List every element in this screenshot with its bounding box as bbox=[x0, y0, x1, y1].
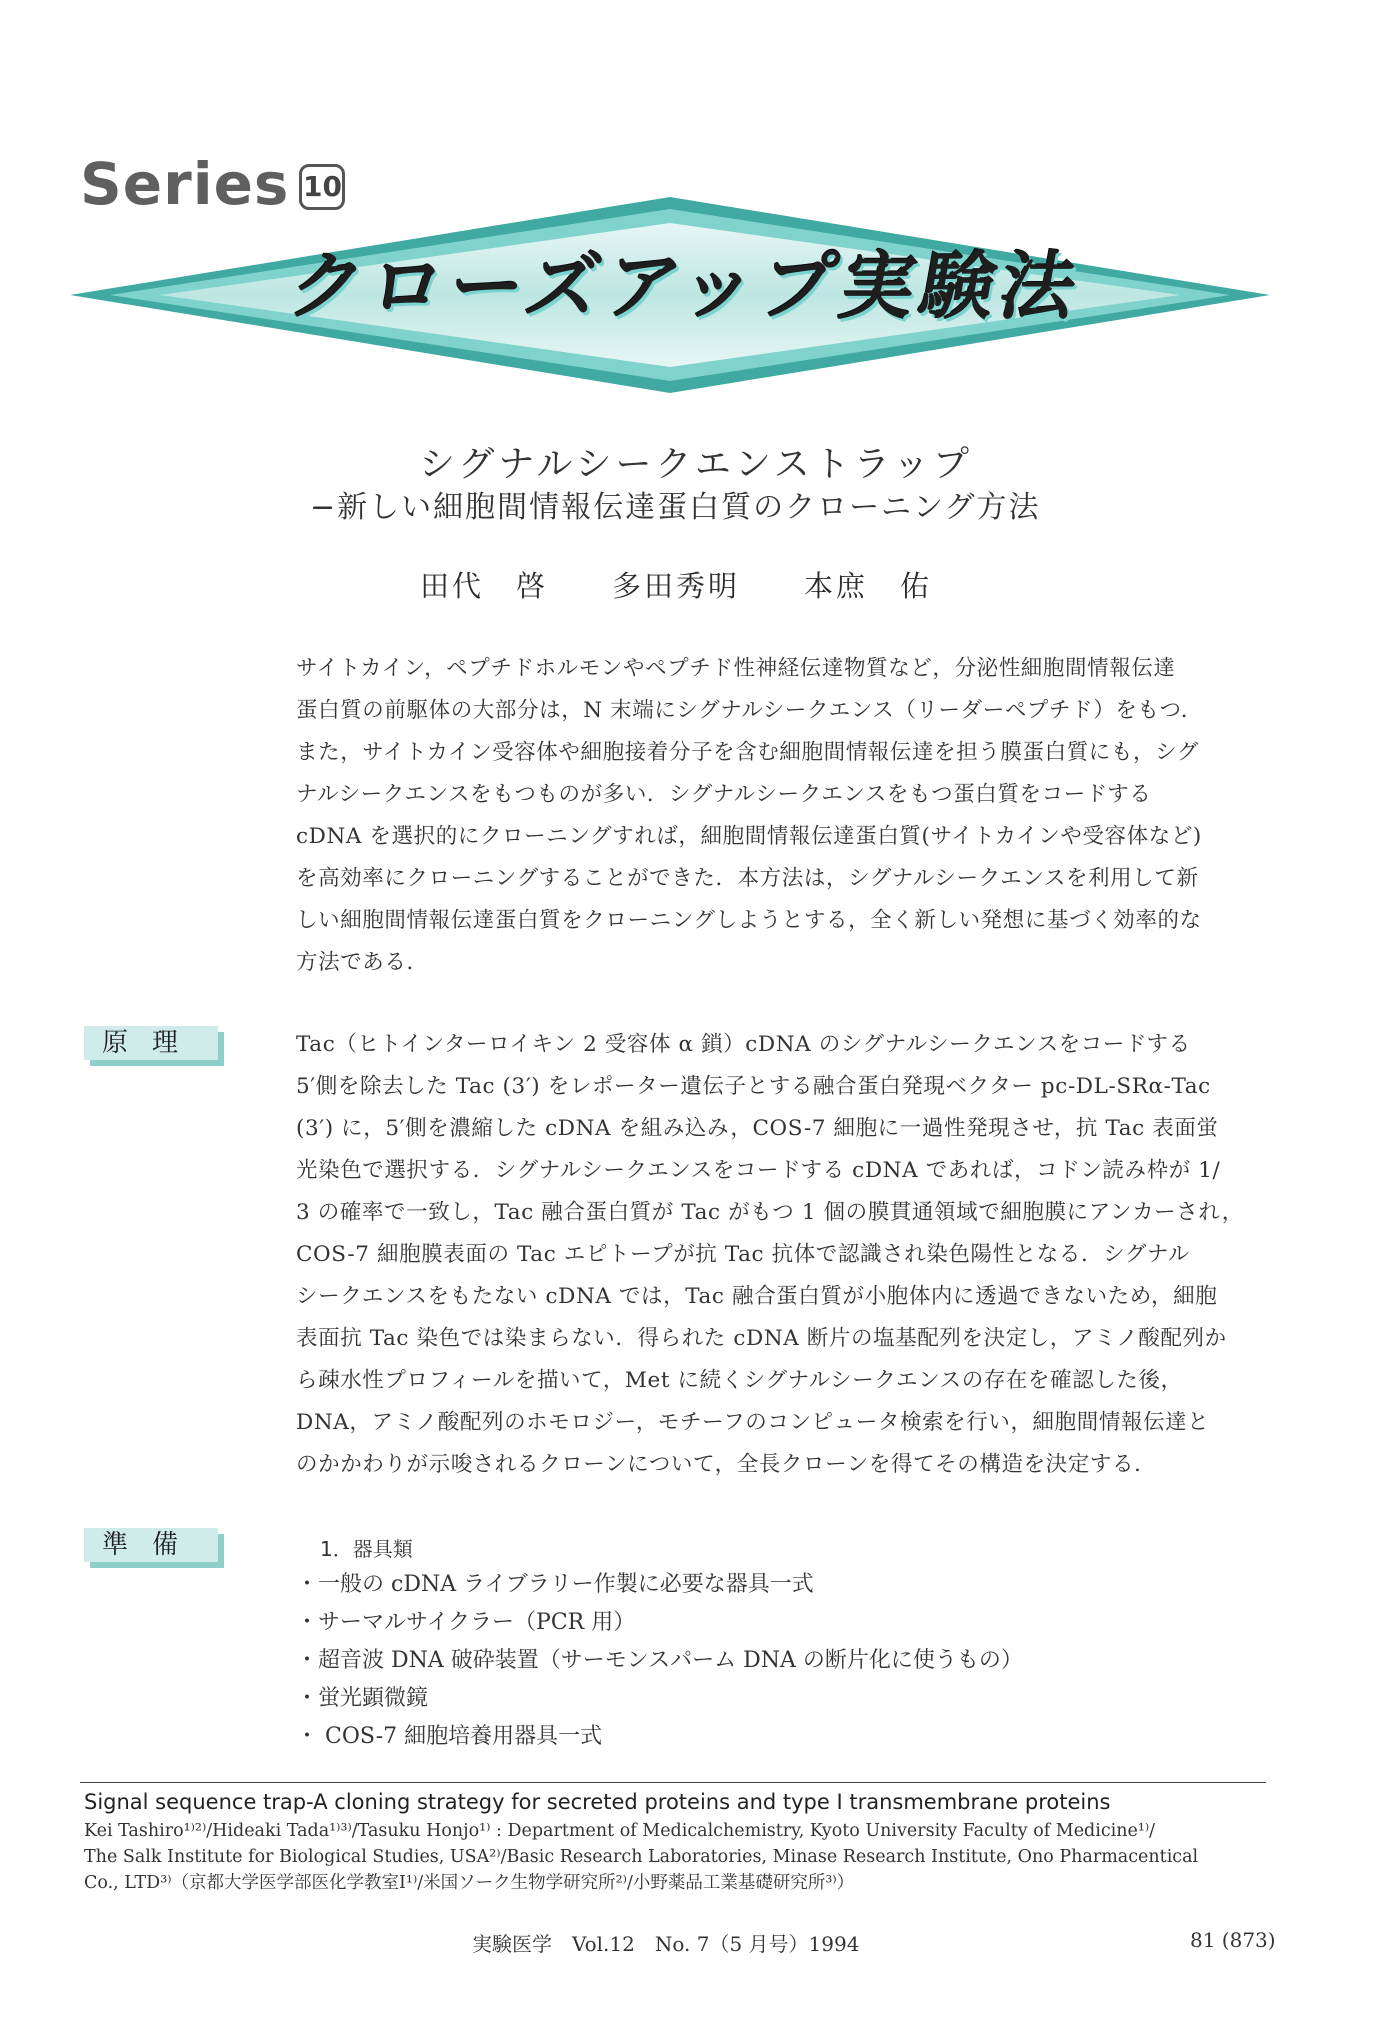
series-number: 10 bbox=[299, 164, 345, 210]
author: 本庶 佑 bbox=[804, 569, 933, 603]
principle-line: 光染色で選択する．シグナルシークエンスをコードする cDNA であれば，コドン読み枠が 1/ bbox=[296, 1158, 1221, 1183]
abstract-line: しい細胞間情報伝達蛋白質をクローニングしようとする，全く新しい発想に基づく効率的な bbox=[296, 908, 1202, 933]
abstract-line: ナルシークエンスをもつものが多い．シグナルシークエンスをもつ蛋白質をコードする bbox=[296, 782, 1152, 807]
affiliation-line: Kei Tashiro¹⁾²⁾/Hideaki Tada¹⁾³⁾/Tasuku Honjo¹⁾ : Department of Medicalchemistry, Kyoto University Faculty of Medicine¹⁾/ bbox=[84, 1821, 1156, 1841]
principle-line: DNA，アミノ酸配列のホモロジー，モチーフのコンピュータ検索を行い，細胞間情報伝達と bbox=[296, 1410, 1210, 1435]
abstract-line: を高効率にクローニングすることができた．本方法は，シグナルシークエンスを利用して新 bbox=[296, 866, 1199, 891]
list-item: ・ COS-7 細胞培養用器具一式 bbox=[296, 1724, 603, 1749]
list-item: ・一般の cDNA ライブラリー作製に必要な器具一式 bbox=[296, 1572, 814, 1597]
principle-line: シークエンスをもたない cDNA では，Tac 融合蛋白質が小胞体内に透過できないため，細胞 bbox=[296, 1284, 1218, 1309]
principle-line: 5′側を除去した Tac (3′) をレポーター遺伝子とする融合蛋白発現ベクター pc-DL-SRα-Tac bbox=[296, 1074, 1211, 1099]
principle-line: 表面抗 Tac 染色では染まらない．得られた cDNA 断片の塩基配列を決定し，アミノ酸配列か bbox=[296, 1326, 1227, 1351]
author-list bbox=[420, 564, 932, 605]
list-item: ・超音波 DNA 破砕装置（サーモンスパーム DNA の断片化に使うもの） bbox=[296, 1648, 1023, 1673]
series-label: Series bbox=[80, 150, 290, 218]
author: 多田秀明 bbox=[612, 569, 741, 603]
abstract-line: 蛋白質の前駆体の大部分は，N 末端にシグナルシークエンス（リーダーペプチド）をもつ． bbox=[296, 698, 1203, 723]
section-tag-label: 準備 bbox=[84, 1528, 218, 1562]
preparation-heading: 1．器具類 bbox=[320, 1537, 413, 1561]
abstract-line: cDNA を選択的にクローニングすれば，細胞間情報伝達蛋白質(サイトカインや受容体など) bbox=[296, 824, 1202, 849]
affiliations bbox=[84, 1818, 1274, 1896]
footer-divider bbox=[80, 1782, 1266, 1783]
principle-line: COS-7 細胞膜表面の Tac エピトープが抗 Tac 抗体で認識され染色陽性となる．シグナル bbox=[296, 1242, 1190, 1267]
principle-line: ら疎水性プロフィールを描いて，Met に続くシグナルシークエンスの存在を確認した後， bbox=[296, 1368, 1183, 1393]
principle-line: 3 の確率で一致し，Tac 融合蛋白質が Tac がもつ 1 個の膜貫通領域で細胞膜にアンカーされ， bbox=[296, 1200, 1244, 1225]
author: 田代 啓 bbox=[420, 569, 549, 603]
affiliation-line: The Salk Institute for Biological Studies, USA²⁾/Basic Research Laboratories, Minase Research Institute, Ono Pharmacentical bbox=[84, 1847, 1199, 1867]
page-number: 81 (873) bbox=[1190, 1928, 1276, 1952]
list-item: ・蛍光顕微鏡 bbox=[296, 1686, 429, 1711]
journal-citation: 実験医学 Vol.12 No. 7（5 月号）1994 bbox=[472, 1932, 860, 1956]
affiliation-line: Co., LTD³⁾（京都大学医学部医化学教室Ⅰ¹⁾/米国ソーク生物学研究所²⁾/小野薬品工業基礎研究所³⁾） bbox=[84, 1873, 855, 1893]
section-tag-preparation bbox=[84, 1528, 224, 1564]
abstract-line: また，サイトカイン受容体や細胞接着分子を含む細胞間情報伝達を担う膜蛋白質にも，シグ bbox=[296, 740, 1199, 765]
article-subtitle: −新しい細胞間情報伝達蛋白質のクローニング方法 bbox=[310, 490, 1041, 525]
list-item: ・サーマルサイクラー（PCR 用） bbox=[296, 1610, 636, 1635]
principle-line: (3′) に，5′側を濃縮した cDNA を組み込み，COS-7 細胞に一過性発現させ，抗 Tac 表面蛍 bbox=[296, 1116, 1219, 1141]
principle-line: Tac（ヒトインターロイキン 2 受容体 α 鎖）cDNA のシグナルシークエンスをコードする bbox=[296, 1032, 1191, 1057]
abstract-line: 方法である． bbox=[296, 950, 429, 975]
article-title: シグナルシークエンストラップ bbox=[418, 444, 974, 485]
abstract-line: サイトカイン，ペプチドホルモンやペプチド性神経伝達物質など，分泌性細胞間情報伝達 bbox=[296, 656, 1176, 681]
english-title: Signal sequence trap-A cloning strategy for secreted proteins and type Ⅰ transmembrane proteins bbox=[84, 1790, 1111, 1814]
section-tag-label: 原理 bbox=[84, 1026, 218, 1060]
banner-title: クローズアップ実験法 bbox=[282, 244, 1089, 330]
section-tag-principle bbox=[84, 1026, 224, 1062]
abstract bbox=[296, 648, 1266, 984]
principle-text bbox=[296, 1024, 1266, 1486]
equipment-list bbox=[296, 1566, 1023, 1756]
principle-line: のかかわりが示唆されるクローンについて，全長クローンを得てその構造を決定する． bbox=[296, 1452, 1157, 1477]
